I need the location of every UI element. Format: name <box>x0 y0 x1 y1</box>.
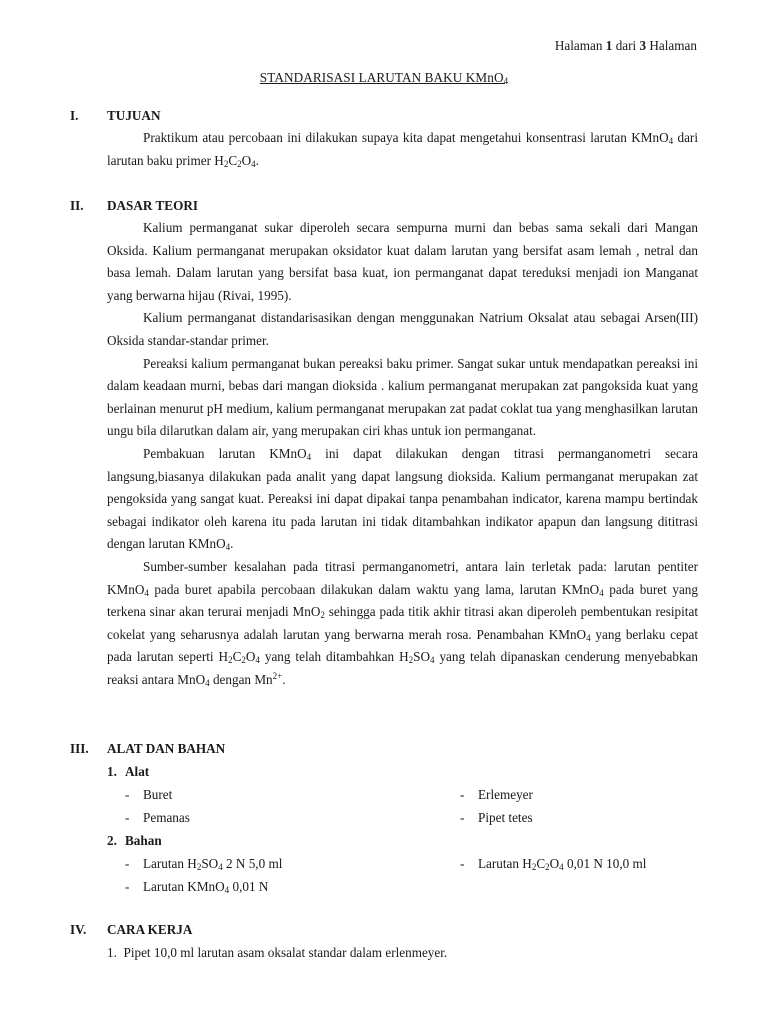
list-item: - Erlemeyer <box>460 787 533 802</box>
section-title: DASAR TEORI <box>107 198 198 213</box>
paragraph: Praktikum atau percobaan ini dilakukan supaya kita dapat mengetahui konsentrasi larutan KMnO$_4$ dari larutan baku primer $H_2C_2O_4$. <box>107 130 698 169</box>
step-item: 1. Pipet 10,0 ml larutan asam oksalat standar dalam erlenmeyer. <box>107 945 448 960</box>
list-item: - Larutan $H_2C_2O_4$ 0,01 N 10,0 ml <box>460 856 647 872</box>
header-prefix: Halaman <box>554 38 606 53</box>
section-number: I. <box>70 108 79 123</box>
document-title: STANDARISASI LARUTAN BAKU KMnO$_4$ <box>259 70 509 86</box>
section-title: ALAT DAN BAHAN <box>107 741 226 756</box>
section-body <box>107 127 698 172</box>
section-number: IV. <box>70 922 87 937</box>
subsection-number: 2. <box>107 833 117 848</box>
subsection-heading-alat <box>107 760 698 783</box>
section-number: III. <box>70 741 89 756</box>
header-suffix: Halaman <box>646 38 697 53</box>
list-item: - Buret <box>125 787 173 802</box>
list-item: - Larutan $H_2SO_4$ 2 N 5,0 ml <box>125 856 283 872</box>
header-mid: dari <box>612 38 640 53</box>
subsection-number: 1. <box>107 764 117 779</box>
section-heading <box>70 737 698 760</box>
section-title: TUJUAN <box>107 108 161 123</box>
section-dasar-teori <box>70 194 698 691</box>
subsection-title: Bahan <box>125 833 162 848</box>
alat-list <box>107 783 698 829</box>
section-body <box>107 217 698 691</box>
section-heading <box>70 918 698 941</box>
paragraph: Kalium permanganat sukar diperoleh secara sempurna murni dan bebas sama sekali dari Mangan Oksida. Kalium permanganat merupakan oksidator kuat dalam larutan yang bersifat asam lemah , netral dan basa lemah. Dalam larutan yang bersifat basa kuat, ion permanganat dapat tereduksi menjadi ion Manganat yang berwarna hijau (Rivai, 1995). <box>107 220 698 303</box>
list-item: - Pipet tetes <box>460 810 533 825</box>
section-tujuan <box>70 104 698 172</box>
section-number: II. <box>70 198 84 213</box>
paragraph: Pereaksi kalium permanganat bukan pereaksi baku primer. Sangat sukar untuk mendapatkan pereaksi ini dalam keadaan murni, bebas dari mangan dioksida . kalium permanganat merupakan zat pangoksida kuat yang berlainan menurut pH medium, kalium permanganat merupakan zat padat coklat tua yang menghasilkan larutan ungu bila dilarutkan dalam air, yang merupakan ciri khas untuk ion permanganat. <box>107 355 698 439</box>
section-body <box>107 941 698 964</box>
header-total-pages: 3 <box>639 38 647 53</box>
bahan-list <box>107 852 698 898</box>
section-cara-kerja <box>70 918 698 964</box>
section-alat-dan-bahan <box>70 737 698 898</box>
page-header <box>555 38 697 54</box>
subsection-title: Alat <box>125 764 150 779</box>
section-body <box>107 760 698 898</box>
paragraph: Kalium permanganat distandarisasikan dengan menggunakan Natrium Oksalat atau sebagai Arsen(III) Oksida standar-standar primer. <box>107 310 698 348</box>
header-page-number: 1 <box>605 38 613 53</box>
list-item: - Larutan KMnO$_4$ 0,01 N <box>125 879 269 895</box>
paragraph: Sumber-sumber kesalahan pada titrasi permanganometri, antara lain terletak pada: larutan pentiter KMnO$_4$ pada buret apabila percobaan dilakukan dalam waktu yang lama, larutan KMnO$_4$ pada buret yang terkena sinar akan terurai menjadi MnO$_2$ sehingga pada titik akhir titrasi akan diperoleh pembentukan resipitat cokelat yang seharusnya adalah larutan yang berwarna merah rosa. Penambahan KMnO$_4$ yang berlaku cepat pada larutan seperti $H_2C_2O_4$ yang telah ditambahkan $H_2SO_4$ yang telah dipanaskan cenderung menyebabkan reaksi antara MnO$_4$ dengan $Mn^{2+}$. <box>107 558 699 688</box>
list-item: - Pemanas <box>125 810 190 825</box>
section-heading <box>70 194 698 217</box>
section-heading <box>70 104 698 127</box>
section-title: CARA KERJA <box>107 922 193 937</box>
subsection-heading-bahan <box>107 829 698 852</box>
paragraph: Pembakuan larutan KMnO$_4$ ini dapat dilakukan dengan titrasi permanganometri secara langsung,biasanya dilakukan pada analit yang dapat langsung dioksida. Kalium permanganat merupakan zat pengoksida yang sangat kuat. Pereaksi ini dapat dipakai tanpa penambahan indicator, karena mampu bertindak sebagai indikator oleh karena itu pada larutan ini tidak ditambahkan indikator apapun dan langsung dititrasi dengan larutan KMnO$_4$. <box>107 445 698 553</box>
